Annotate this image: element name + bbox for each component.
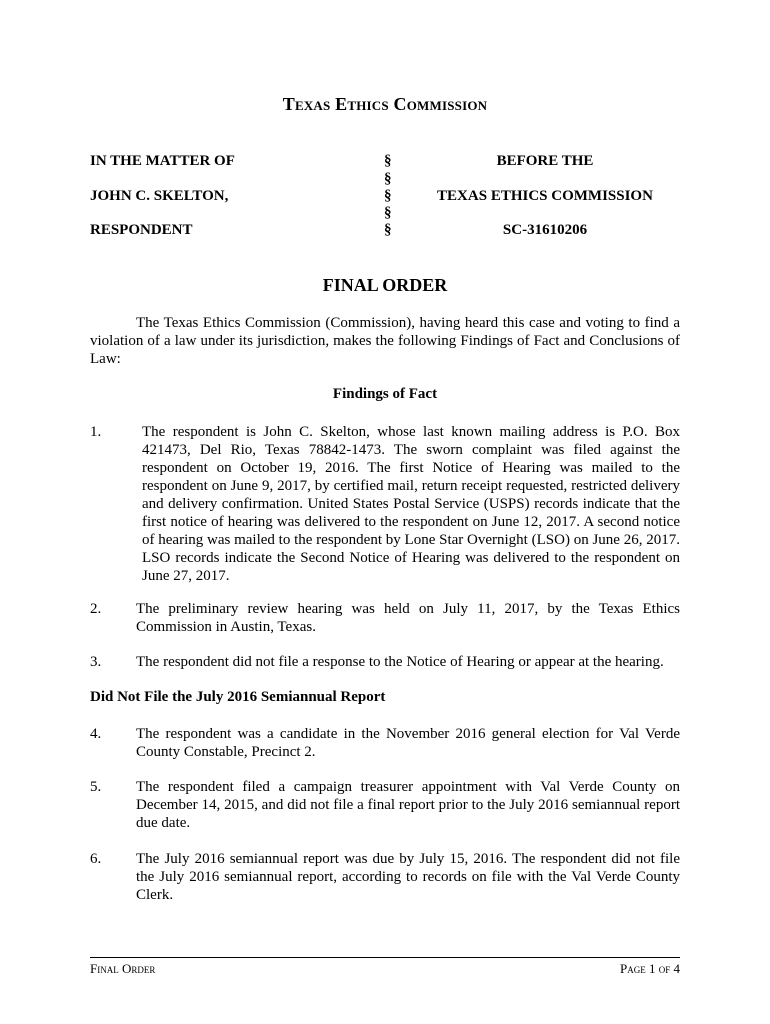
finding-item <box>90 653 680 671</box>
document-title: Texas Ethics Commission <box>282 94 488 114</box>
finding-text: The July 2016 semiannual report was due by July 15, 2016. The respondent did not file the July 2016 semiannual report, according to records on file with the Val Verde County Clerk. <box>136 851 680 903</box>
section-symbol: § <box>384 153 392 169</box>
finding-number: 6. <box>90 851 102 867</box>
section-subheading: Did Not File the July 2016 Semiannual Report <box>90 689 386 705</box>
intro-paragraph: The Texas Ethics Commission (Commission), having heard this case and voting to find a violation of a law under its jurisdiction, makes the following Findings of Fact and Conclusions of Law: <box>90 315 680 367</box>
caption-commission-name: TEXAS ETHICS COMMISSION <box>437 188 653 204</box>
caption-case-number: SC-31610206 <box>502 222 588 238</box>
section-symbol: § <box>384 205 392 221</box>
finding-text: The respondent was a candidate in the November 2016 general election for Val Verde County Constable, Precinct 2. <box>136 726 680 760</box>
finding-item <box>90 850 680 904</box>
caption-row-2 <box>90 188 680 206</box>
order-title: FINAL ORDER <box>322 275 448 295</box>
finding-text: The preliminary review hearing was held on July 11, 2017, by the Texas Ethics Commission in Austin, Texas. <box>136 601 680 635</box>
section-symbol: § <box>384 222 392 238</box>
finding-item <box>90 725 680 761</box>
footer-page-number: Page 1 of 4 <box>620 961 680 976</box>
finding-number: 2. <box>90 601 102 617</box>
finding-text: The respondent filed a campaign treasurer appointment with Val Verde County on December 14, 2015, and did not file a final report prior to the July 2016 semiannual report due date. <box>136 779 680 831</box>
caption-row-1 <box>90 153 680 171</box>
finding-item <box>90 600 680 636</box>
caption-row-3 <box>90 222 680 240</box>
footer-divider <box>90 957 680 958</box>
caption-respondent-name: JOHN C. SKELTON, <box>90 188 229 204</box>
finding-number: 3. <box>90 654 102 670</box>
finding-item <box>90 778 680 832</box>
caption-before-the: BEFORE THE <box>496 153 594 169</box>
caption-respondent-label: RESPONDENT <box>90 222 193 238</box>
caption-in-the-matter: IN THE MATTER OF <box>90 153 235 169</box>
footer-document-label: Final Order <box>90 961 156 976</box>
finding-number: 5. <box>90 779 102 795</box>
section-symbol: § <box>384 188 392 204</box>
findings-heading: Findings of Fact <box>332 386 438 402</box>
section-symbol: § <box>384 171 392 187</box>
finding-number: 1. <box>90 424 102 440</box>
finding-number: 4. <box>90 726 102 742</box>
finding-item <box>90 423 680 583</box>
finding-text: The respondent is John C. Skelton, whose last known mailing address is P.O. Box 421473, Del Rio, Texas 78842-1473. The sworn complaint was filed against the respondent on October 19, 2016. The first Notice of Hearing was mailed to the respondent on June 9, 2017, by certified mail, return receipt requested, restricted delivery and delivery confirmation. United States Postal Service (USPS) records indicate that the first notice of hearing was delivered to the respondent on June 12, 2017. A second notice of hearing was mailed to the respondent by Lone Star Overnight (LSO) on June 26, 2017. LSO records indicate the Second Notice of Hearing was delivered to the respondent on June 27, 2017. <box>142 424 680 584</box>
finding-text: The respondent did not file a response to the Notice of Hearing or appear at the hearing. <box>136 654 664 670</box>
